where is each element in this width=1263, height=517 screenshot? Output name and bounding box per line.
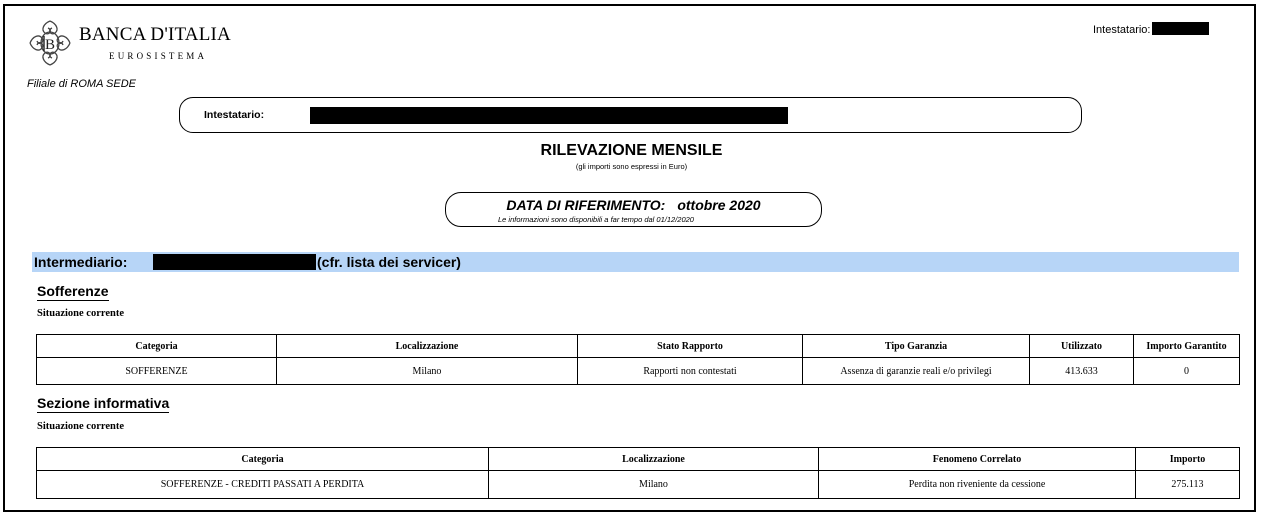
- table-header-row: [37, 448, 1240, 471]
- reference-date: [446, 197, 821, 213]
- table-header-row: [37, 335, 1240, 358]
- bank-subtitle: EUROSISTEMA: [109, 51, 208, 61]
- column-header: Importo Garantito: [1134, 335, 1240, 358]
- intermediary-band: [32, 252, 1239, 272]
- bank-emblem-icon: [27, 18, 73, 68]
- redacted-block: [310, 107, 788, 124]
- table-cell: Rapporti non contestati: [578, 358, 803, 385]
- holder-box: [179, 97, 1082, 133]
- table-cell: Perdita non riveniente da cessione: [819, 471, 1136, 499]
- column-header: Categoria: [37, 448, 489, 471]
- section-title-informativa: Sezione informativa: [37, 395, 170, 411]
- report-subtitle: (gli importi sono espressi in Euro): [575, 162, 688, 171]
- table-cell: SOFFERENZE - CREDITI PASSATI A PERDITA: [37, 471, 489, 499]
- column-header: Localizzazione: [489, 448, 819, 471]
- table-row: [37, 471, 1240, 499]
- top-holder: [1093, 22, 1209, 36]
- table-row: [37, 358, 1240, 385]
- table-cell: Assenza di garanzie reali e/o privilegi: [803, 358, 1030, 385]
- reference-date-box: [445, 192, 822, 227]
- top-holder-label: Intestatario:: [1093, 24, 1151, 36]
- svg-text:B: B: [44, 37, 56, 53]
- column-header: Categoria: [37, 335, 277, 358]
- table-cell: 275.113: [1136, 471, 1240, 499]
- section-title-sofferenze: Sofferenze: [37, 283, 109, 299]
- table-cell: 0: [1134, 358, 1240, 385]
- reference-date-note: Le informazioni sono disponibili a far tempo dal 01/12/2020: [498, 215, 694, 224]
- section-subtitle-informativa: Situazione corrente: [37, 421, 124, 432]
- column-header: Utilizzato: [1030, 335, 1134, 358]
- redacted-block: [1152, 22, 1209, 35]
- reference-date-value: ottobre 2020: [677, 197, 761, 213]
- table-cell: 413.633: [1030, 358, 1134, 385]
- informativa-table: [36, 447, 1240, 499]
- reference-date-label: DATA DI RIFERIMENTO:: [506, 197, 666, 213]
- column-header: Stato Rapporto: [578, 335, 803, 358]
- bank-name: BANCA D'ITALIA: [79, 24, 231, 45]
- column-header: Importo: [1136, 448, 1240, 471]
- intermediary-label: Intermediario:: [34, 254, 128, 270]
- table-cell: SOFFERENZE: [37, 358, 277, 385]
- section-subtitle-sofferenze: Situazione corrente: [37, 308, 124, 319]
- holder-label: Intestatario:: [204, 109, 265, 121]
- report-title: RILEVAZIONE MENSILE: [540, 142, 723, 159]
- sofferenze-table: [36, 334, 1240, 385]
- branch-name: Filiale di ROMA SEDE: [27, 78, 137, 90]
- column-header: Localizzazione: [277, 335, 578, 358]
- column-header: Fenomeno Correlato: [819, 448, 1136, 471]
- table-cell: Milano: [277, 358, 578, 385]
- table-cell: Milano: [489, 471, 819, 499]
- redacted-block: [153, 254, 316, 270]
- column-header: Tipo Garanzia: [803, 335, 1030, 358]
- intermediary-note: (cfr. lista dei servicer): [317, 254, 461, 270]
